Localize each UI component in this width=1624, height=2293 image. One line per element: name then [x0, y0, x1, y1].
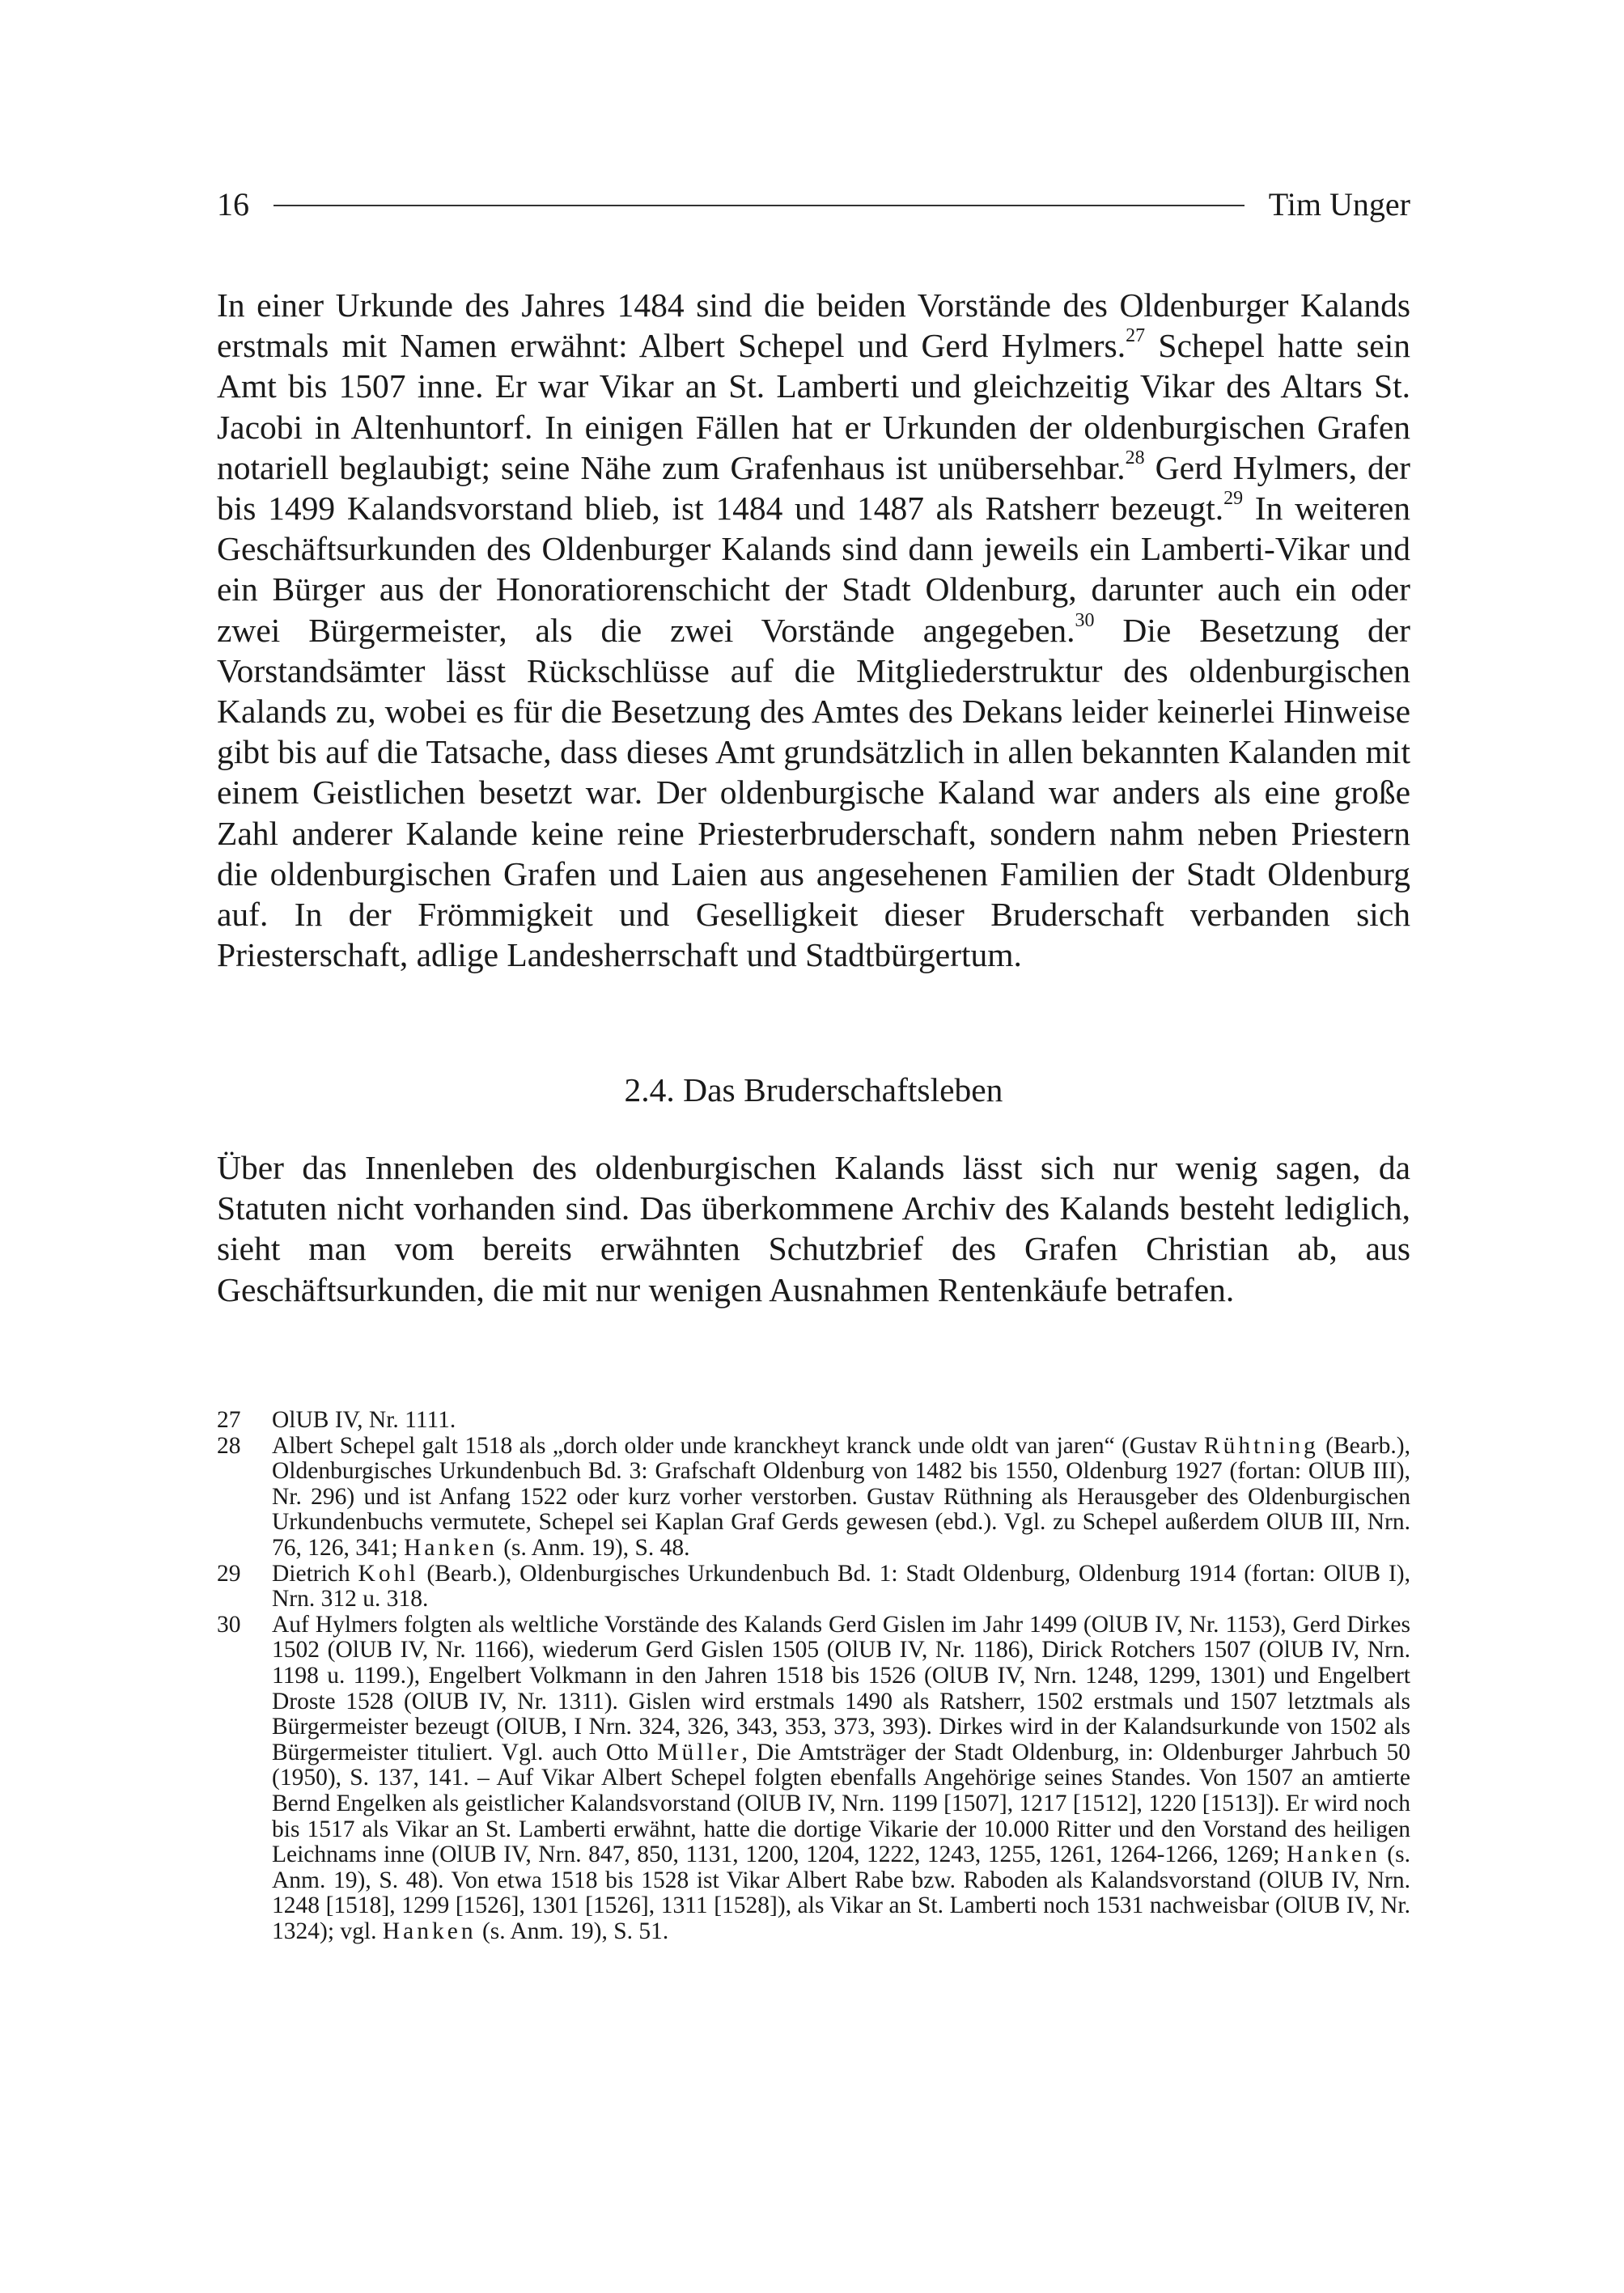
- paragraph-text: In einer Urkunde des Jahres 1484 sind die beiden Vorstände des Oldenburger Kalands erstmals mit Namen erwähnt: Albert Schepel und Gerd Hylmers.: [217, 286, 1410, 365]
- footnote-30: [217, 1613, 1410, 1945]
- footnote-text: OlUB IV, Nr. 1111.: [272, 1407, 456, 1433]
- page-number: 16: [217, 185, 249, 223]
- running-head-author: Tim Unger: [1268, 185, 1410, 223]
- footnote-27: [217, 1408, 1410, 1434]
- footnotes: [217, 1408, 1410, 1944]
- footnote-number: 27: [217, 1407, 241, 1433]
- paragraph-text: In weiteren Geschäftsurkunden des Oldenburger Kalands sind dann jeweils ein Lamberti-Vikar und ein Bürger aus der Honoratiorenschicht der Stadt Oldenburg, darunter auch ein oder zwei Bürgermeister, als die zwei Vorstände angegeben.: [217, 490, 1410, 649]
- body-paragraph-2: [217, 1147, 1410, 1310]
- paragraph-text: Die Besetzung der Vorstandsämter lässt Rückschlüsse auf die Mitgliederstruktur des oldenburgischen Kalands zu, wobei es für die Besetzung des Amtes des Dekans leider keinerlei Hinweise gibt bis auf die Tatsache, dass dieses Amt grundsätzlich in allen bekannten Kalanden mit einem Geistlichen besetzt war. Der oldenburgische Kaland war anders als eine große Zahl anderer Kalande keine reine Priesterbruderschaft, sondern nahm neben Priestern die oldenburgischen Grafen und Laien aus angesehenen Familien der Stadt Oldenburg auf. In der Frömmigkeit und Geselligkeit dieser Bruderschaft verbanden sich Priesterschaft, adlige Landesherrschaft und Stadtbürgertum.: [217, 611, 1410, 974]
- footnote-ref-28[interactable]: 28: [1125, 447, 1145, 468]
- footnote-ref-29[interactable]: 29: [1223, 488, 1244, 510]
- author-name: Hanken: [382, 1918, 477, 1944]
- author-name: Hanken: [404, 1534, 498, 1561]
- running-head: [217, 180, 1410, 228]
- footnote-ref-27[interactable]: 27: [1126, 325, 1146, 347]
- paragraph-text: Über das Innenleben des oldenburgischen Kalands lässt sich nur wenig sagen, da Statuten nicht vorhanden sind. Das überkommene Archiv des Kalands besteht lediglich, sieht man vom bereits erwähnten Schutzbrief des Grafen Christian ab, aus Geschäftsurkunden, die mit nur wenigen Ausnahmen Rentenkäufe betrafen.: [217, 1149, 1410, 1308]
- footnote-text: Albert Schepel galt 1518 als „dorch older unde kranckheyt kranck unde oldt van jaren“ (Gustav Rühtning (Bearb.), Oldenburgisches Urkundenbuch Bd. 3: Grafschaft Oldenburg von 1482 bis 1550, Oldenburg 1927 (fortan: OlUB III), Nr. 296) und ist Anfang 1522 oder kurz vorher verstorben. Gustav Rüthning als Herausgeber des Oldenburgischen Urkundenbuchs vermutete, Schepel sei Kaplan Graf Gerds gewesen (ebd.). Vgl. zu Schepel außerdem OlUB III, Nrn. 76, 126, 341; Hanken (s. Anm. 19), S. 48.: [272, 1432, 1410, 1561]
- footnote-number: 29: [217, 1560, 241, 1587]
- footnote-text: Auf Hylmers folgten als weltliche Vorstände des Kalands Gerd Gislen im Jahr 1499 (OlUB IV, Nr. 1153), Gerd Dirkes 1502 (OlUB IV, Nr. 1166), wiederum Gerd Gislen 1505 (OlUB IV, Nr. 1186), Dirick Rotchers 1507 (OlUB IV, Nrn. 1198 u. 1199.), Engelbert Volkmann in den Jahren 1518 bis 1526 (OlUB IV, Nrn. 1248, 1299, 1301) und Engelbert Droste 1528 (OlUB IV, Nr. 1311). Gislen wird erstmals 1490 als Ratsherr, 1502 erstmals und 1507 letztmals als Bürgermeister bezeugt (OlUB, I Nrn. 324, 326, 343, 353, 373, 393). Dirkes wird in der Kalandsurkunde von 1502 als Bürgermeister tituliert. Vgl. auch Otto Müller, Die Amtsträger der Stadt Oldenburg, in: Oldenburger Jahrbuch 50 (1950), S. 137, 141. – Auf Vikar Albert Schepel folgten ebenfalls Angehörige seines Standes. Von 1507 an amtierte Bernd Engelken als geistlicher Kalandsvorstand (OlUB IV, Nrn. 1199 [1507], 1217 [1512], 1220 [1513]). Er wird noch bis 1517 als Vikar an St. Lamberti erwähnt, hatte die dortige Vikarie der 10.000 Ritter und den Vorstand des heiligen Leichnams inne (OlUB IV, Nrn. 847, 850, 1131, 1200, 1204, 1222, 1243, 1255, 1261, 1264-1266, 1269; Hanken (s. Anm. 19), S. 48). Von etwa 1518 bis 1528 ist Vikar Albert Rabe bzw. Raboden als Kalandsvorstand (OlUB IV, Nrn. 1248 [1518], 1299 [1526], 1301 [1526], 1311 [1528]), als Vikar an St. Lamberti noch 1531 nachweisbar (OlUB IV, Nr. 1324); vgl. Hanken (s. Anm. 19), S. 51.: [272, 1611, 1410, 1944]
- author-name: Hanken: [1287, 1842, 1380, 1868]
- footnote-number: 30: [217, 1611, 241, 1638]
- footnote-28: [217, 1434, 1410, 1562]
- author-name: Kohl: [358, 1560, 419, 1587]
- footnote-number: 28: [217, 1432, 241, 1459]
- author-name: Müller: [657, 1739, 742, 1765]
- footnote-29: [217, 1562, 1410, 1613]
- paragraph-text: Gerd Hylmers, der bis 1499 Kalandsvorstand blieb, ist 1484 und 1487 als Ratsherr bezeugt.: [217, 448, 1410, 528]
- author-name: Rühtning: [1203, 1432, 1319, 1459]
- paragraph-text: Schepel hatte sein Amt bis 1507 inne. Er war Vikar an St. Lamberti und gleichzeitig Vikar des Altars St. Jacobi in Altenhuntorf. In einigen Fällen hat er Urkunden der oldenburgischen Grafen notariell beglaubigt; seine Nähe zum Grafenhaus ist unübersehbar.: [217, 327, 1410, 486]
- header-rule: [273, 205, 1245, 206]
- footnote-ref-30[interactable]: 30: [1075, 609, 1095, 631]
- footnote-text: Dietrich Kohl (Bearb.), Oldenburgisches Urkundenbuch Bd. 1: Stadt Oldenburg, Oldenburg 1914 (fortan: OlUB I), Nrn. 312 u. 318.: [272, 1560, 1411, 1613]
- body-paragraph-1: [217, 285, 1410, 975]
- section-heading: 2.4. Das Bruderschaftsleben: [624, 1071, 1003, 1108]
